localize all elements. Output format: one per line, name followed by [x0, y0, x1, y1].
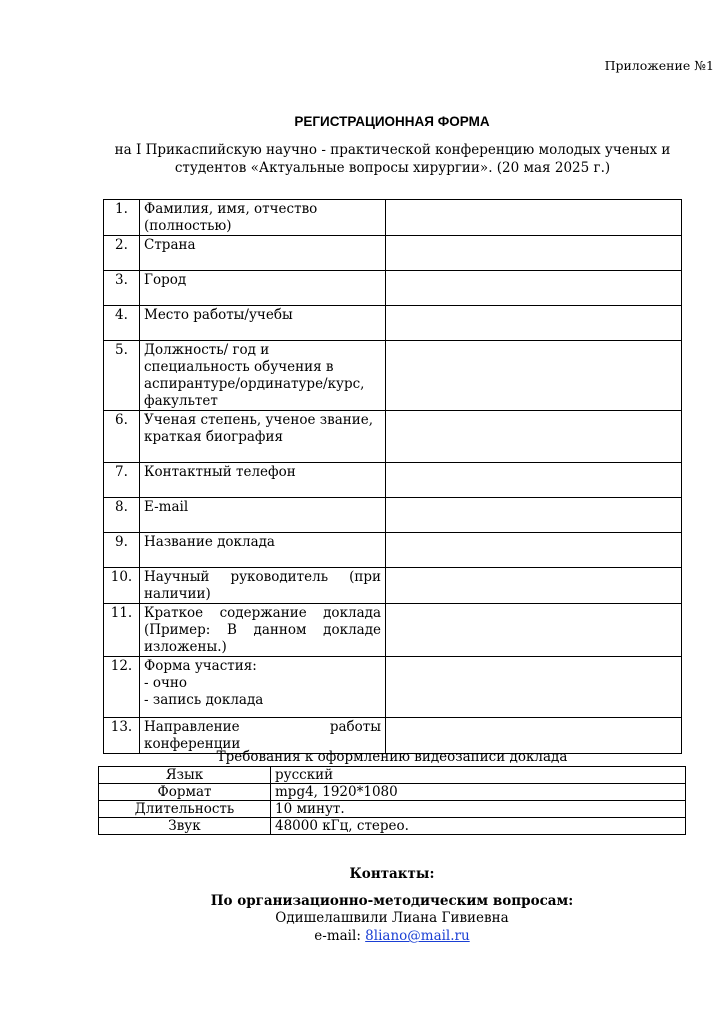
row-label: Ученая степень, ученое звание, краткая биография	[140, 411, 386, 463]
row-number: 11.	[104, 604, 140, 657]
contact-email-link[interactable]: 8liano@mail.ru	[365, 928, 470, 944]
contacts-subtitle: По организационно-методическим вопросам:	[210, 893, 574, 909]
table-row	[104, 271, 682, 306]
table-row	[104, 463, 682, 498]
row-number: 5.	[104, 341, 140, 411]
row-label: Страна	[140, 236, 386, 271]
table-row	[99, 767, 686, 784]
value-cell-degree[interactable]	[386, 411, 682, 463]
contact-name: Одишелашвили Лиана Гивиевна	[275, 910, 509, 926]
subtitle-line-2: студентов «Актуальные вопросы хирургии». (20 мая 2025 г.)	[174, 160, 611, 176]
row-number: 4.	[104, 306, 140, 341]
registration-table	[103, 199, 682, 754]
appendix-label: Приложение №1	[604, 58, 714, 73]
row-label: E-mail	[140, 498, 386, 533]
row-number: 1.	[104, 200, 140, 236]
contact-email-label: e-mail:	[314, 928, 366, 944]
table-row	[104, 498, 682, 533]
row-label: Форма участия: - очно - запись доклада	[140, 657, 386, 718]
value-cell-phone[interactable]	[386, 463, 682, 498]
table-row	[104, 657, 682, 718]
video-param-key: Язык	[99, 767, 271, 784]
form-subtitle	[100, 141, 685, 177]
row-number: 9.	[104, 533, 140, 568]
table-row	[104, 411, 682, 463]
video-param-value: 48000 кГц, стерео.	[271, 818, 686, 835]
table-row	[104, 306, 682, 341]
value-cell-full-name[interactable]	[386, 200, 682, 236]
video-requirements-title: Требования к оформлению видеозаписи доклада	[216, 749, 568, 765]
value-cell-summary[interactable]	[386, 604, 682, 657]
contact-email-line	[0, 928, 724, 944]
table-row	[99, 801, 686, 818]
row-label: Направление работы конференции	[140, 718, 386, 754]
video-param-key: Длительность	[99, 801, 271, 818]
video-requirements-table	[98, 766, 686, 835]
row-number: 7.	[104, 463, 140, 498]
row-label: Краткое содержание доклада (Пример: В данном докладе изложены.)	[140, 604, 386, 657]
subtitle-line-1: на I Прикаспийскую научно - практической конференцию молодых ученых и	[114, 142, 671, 158]
row-label: Место работы/учебы	[140, 306, 386, 341]
row-label: Город	[140, 271, 386, 306]
value-cell-position[interactable]	[386, 341, 682, 411]
row-number: 2.	[104, 236, 140, 271]
table-row	[104, 604, 682, 657]
row-label: Фамилия, имя, отчество (полностью)	[140, 200, 386, 236]
contacts-title: Контакты:	[349, 866, 435, 882]
table-row	[104, 533, 682, 568]
value-cell-report-title[interactable]	[386, 533, 682, 568]
value-cell-supervisor[interactable]	[386, 568, 682, 604]
video-param-key: Формат	[99, 784, 271, 801]
row-label: Контактный телефон	[140, 463, 386, 498]
table-row	[104, 236, 682, 271]
row-number: 3.	[104, 271, 140, 306]
value-cell-email[interactable]	[386, 498, 682, 533]
row-label: Название доклада	[140, 533, 386, 568]
table-row	[99, 784, 686, 801]
table-row	[99, 818, 686, 835]
table-row	[104, 568, 682, 604]
value-cell-city[interactable]	[386, 271, 682, 306]
video-param-key: Звук	[99, 818, 271, 835]
table-row	[104, 341, 682, 411]
row-number: 12.	[104, 657, 140, 718]
form-title: РЕГИСТРАЦИОННАЯ ФОРМА	[294, 114, 490, 129]
row-label: Научный руководитель (при наличии)	[140, 568, 386, 604]
table-row	[104, 200, 682, 236]
value-cell-participation-form[interactable]	[386, 657, 682, 718]
row-number: 8.	[104, 498, 140, 533]
video-param-value: mpg4, 1920*1080	[271, 784, 686, 801]
video-param-value: 10 минут.	[271, 801, 686, 818]
row-number: 13.	[104, 718, 140, 754]
row-number: 6.	[104, 411, 140, 463]
value-cell-workplace[interactable]	[386, 306, 682, 341]
row-number: 10.	[104, 568, 140, 604]
value-cell-country[interactable]	[386, 236, 682, 271]
video-param-value: русский	[271, 767, 686, 784]
row-label: Должность/ год и специальность обучения в аспирантуре/ординатуре/курс, факультет	[140, 341, 386, 411]
